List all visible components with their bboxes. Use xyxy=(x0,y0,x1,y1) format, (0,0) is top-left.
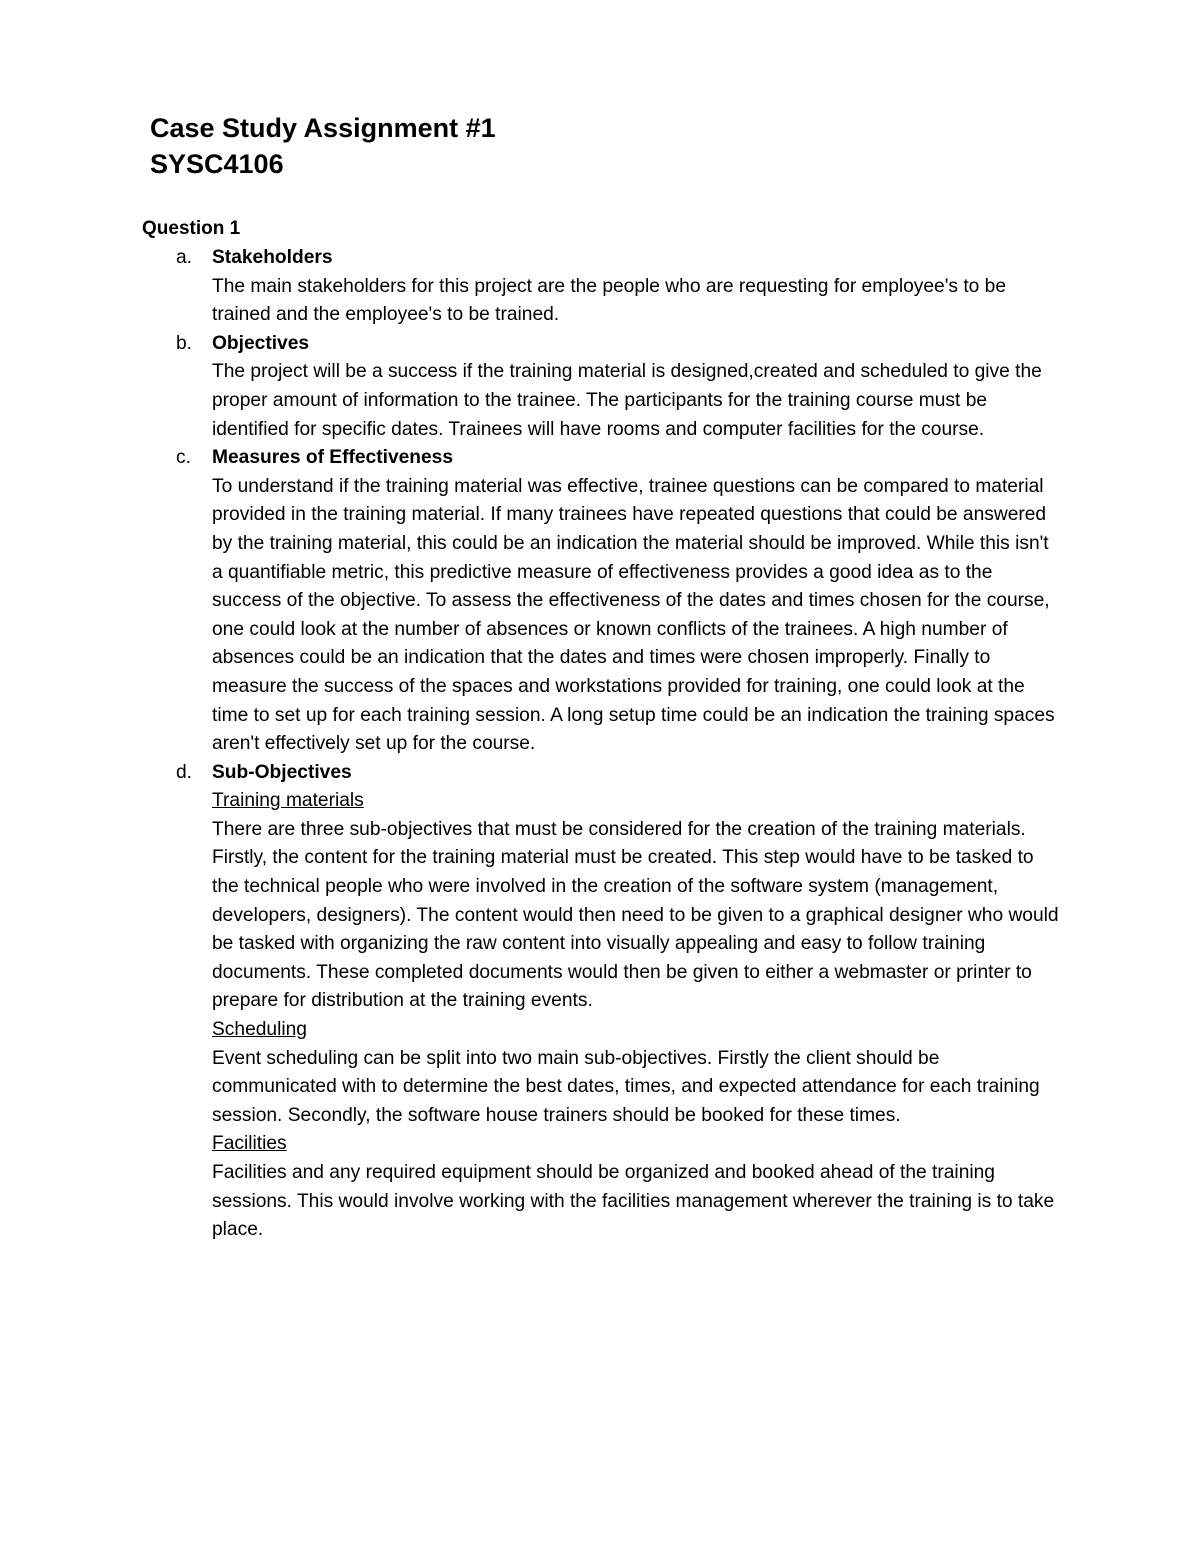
item-text: To understand if the training material was effective, trainee questions can be compared to material provided in the training material. If many trainees have repeated questions that could be answered by the training material, this could be an indication the material should be improved. While this isn't a quantifiable metric, this predictive measure of effectiveness provides a good idea as to the success of the objective. To assess the effectiveness of the dates and times chosen for the course, one could look at the number of absences or known conflicts of the trainees. A high number of absences could be an indication that the dates and times were chosen improperly. Finally to measure the success of the spaces and workstations provided for training, one could look at the time to set up for each training session. A long setup time could be an indication the training spaces aren't effectively set up for the course. xyxy=(212,475,1055,755)
list-marker: a. xyxy=(176,247,193,268)
subsection-facilities xyxy=(212,1130,1062,1244)
list-marker: c. xyxy=(176,447,191,469)
subsection-text: There are three sub-objectives that must be considered for the creation of the training materials. Firstly, the content for the training material must be created. This step would have to be tasked to the technical people who were involved in the creation of the software system (management, developers, designers). The content would then need to be given to a graphical designer who would be tasked with organizing the raw content into visually appealing and easy to follow training documents. These completed documents would then be given to either a webmaster or printer to prepare for distribution at the training events. xyxy=(212,818,1059,1012)
list-item-sub-objectives xyxy=(0,759,1062,1245)
subsection-title: Scheduling xyxy=(212,1019,307,1041)
subsection-training-materials xyxy=(212,787,1062,1016)
course-code: SYSC4106 xyxy=(150,149,284,179)
item-heading: Sub-Objectives xyxy=(212,761,352,783)
subsection-text: Event scheduling can be split into two main sub-objectives. Firstly the client should be communicated with to determine the best dates, times, and expected attendance for each training session. Secondly, the software house trainers should be booked for these times. xyxy=(212,1047,1040,1126)
list-marker: b. xyxy=(176,332,193,354)
item-heading: Measures of Effectiveness xyxy=(212,447,454,469)
question-heading: Question 1 xyxy=(142,218,241,239)
document-title: Case Study Assignment #1 xyxy=(150,113,496,143)
subsection-title: Facilities xyxy=(212,1133,287,1155)
subsection-text: Facilities and any required equipment should be organized and booked ahead of the training sessions. This would involve working with the facilities management wherever the training is to take place. xyxy=(212,1162,1055,1241)
list-item-stakeholders xyxy=(0,244,1062,330)
item-text: The main stakeholders for this project are the people who are requesting for employee's to be trained and the employee's to be trained. xyxy=(212,275,1006,326)
item-heading: Objectives xyxy=(212,332,310,354)
item-text: The project will be a success if the training material is designed,created and scheduled to give the proper amount of information to the trainee. The participants for the training course must be identified for specific dates. Trainees will have rooms and computer facilities for the course. xyxy=(212,361,1042,440)
subsection-title: Training materials xyxy=(212,790,364,812)
subsection-scheduling xyxy=(212,1016,1062,1130)
list-marker: d. xyxy=(176,761,193,783)
answer-list xyxy=(0,244,1200,1245)
list-item-measures-of-effectiveness xyxy=(0,444,1062,759)
list-item-objectives xyxy=(0,330,1062,444)
item-heading: Stakeholders xyxy=(212,247,333,268)
